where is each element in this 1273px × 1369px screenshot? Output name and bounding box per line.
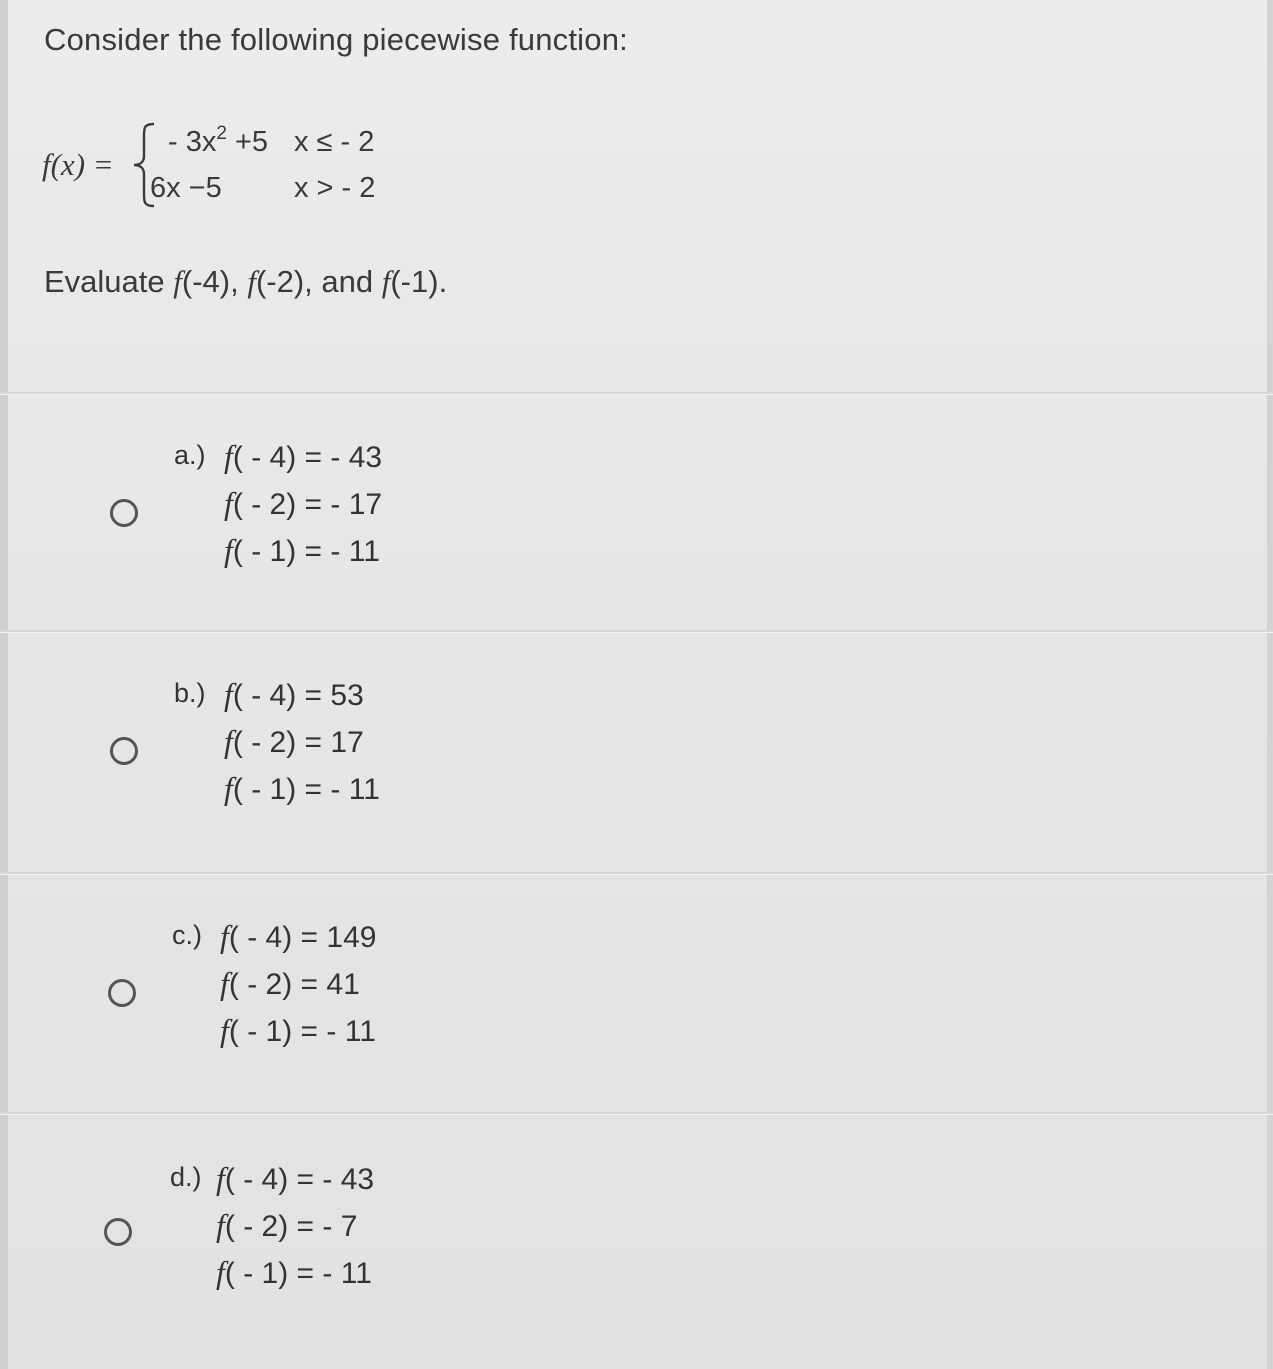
piece-1-condition: x ≤ - 2 bbox=[294, 126, 375, 158]
radio-button-a[interactable] bbox=[110, 499, 138, 527]
question-intro: Consider the following piecewise function: bbox=[44, 22, 628, 57]
piece-1-expression: - $3x^2 +5$ bbox=[168, 123, 269, 158]
divider bbox=[0, 630, 1273, 633]
piece-2-condition: x > - 2 bbox=[294, 172, 376, 204]
answer-option-a[interactable] bbox=[0, 398, 1273, 628]
option-label: b.) bbox=[174, 678, 206, 708]
answer-line: f( - 1) = - 11 bbox=[216, 1254, 372, 1290]
option-label: d.) bbox=[170, 1162, 202, 1192]
answer-line: f( - 2) = 17 bbox=[224, 723, 364, 759]
option-label: a.) bbox=[174, 440, 206, 470]
divider bbox=[0, 1112, 1273, 1115]
answer-line: f( - 1) = - 11 bbox=[224, 770, 380, 806]
divider bbox=[0, 392, 1273, 395]
answer-option-b[interactable] bbox=[0, 636, 1273, 866]
answer-line: f( - 2) = - 17 bbox=[224, 485, 383, 521]
divider bbox=[0, 872, 1273, 875]
answer-line: f( - 4) = - 43 bbox=[224, 438, 383, 474]
answer-line: f( - 1) = - 11 bbox=[224, 532, 380, 568]
radio-button-d[interactable] bbox=[104, 1218, 132, 1246]
answer-line: f( - 4) = - 43 bbox=[216, 1160, 375, 1196]
radio-button-c[interactable] bbox=[108, 979, 136, 1007]
answer-line: f( - 2) = 41 bbox=[220, 965, 360, 1001]
answer-line: f( - 1) = - 11 bbox=[220, 1012, 376, 1048]
answer-line: f( - 4) = 149 bbox=[220, 918, 377, 954]
answer-option-c[interactable] bbox=[0, 878, 1273, 1108]
piecewise-function bbox=[42, 118, 462, 218]
answer-line: f( - 2) = - 7 bbox=[216, 1207, 358, 1243]
answer-line: f( - 4) = 53 bbox=[224, 676, 364, 712]
answer-option-d[interactable] bbox=[0, 1118, 1273, 1348]
option-label: c.) bbox=[172, 920, 202, 950]
radio-button-b[interactable] bbox=[110, 737, 138, 765]
function-name: f(x) = bbox=[42, 147, 114, 182]
piece-2-expression: 6x −5 bbox=[150, 172, 222, 204]
evaluate-prompt: Evaluate f(-4), f(-2), and f(-1). bbox=[44, 264, 448, 299]
